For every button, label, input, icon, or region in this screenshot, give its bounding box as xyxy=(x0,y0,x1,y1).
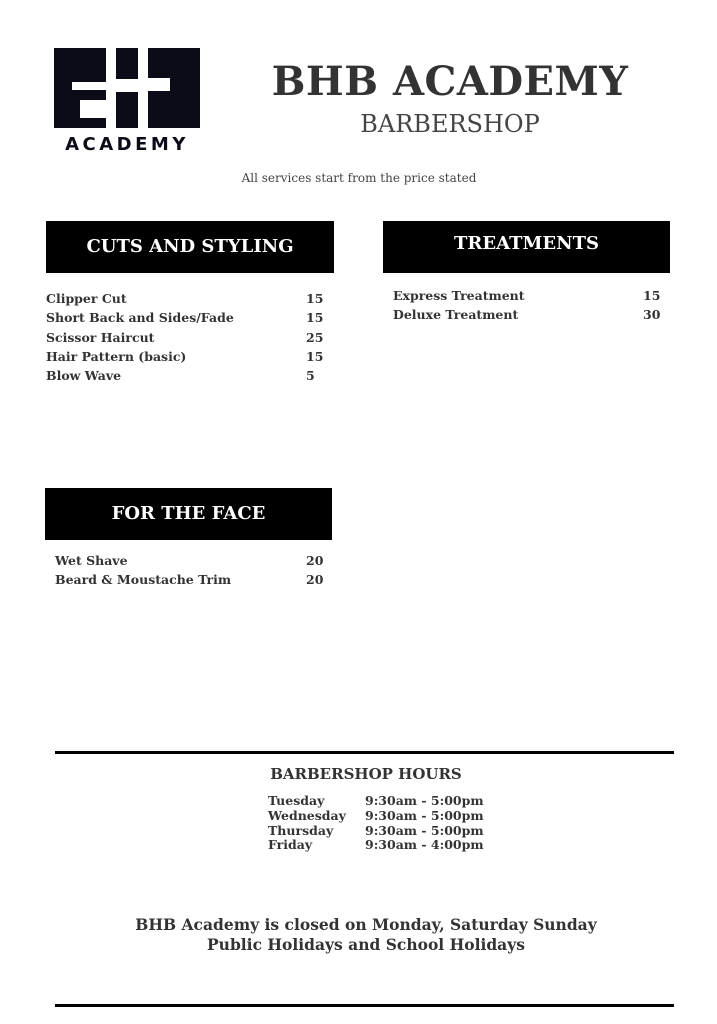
service-name: Short Back and Sides/Fade xyxy=(46,310,234,326)
list-item xyxy=(46,289,336,308)
service-price: 15 xyxy=(643,288,661,303)
hours-day: Thursday xyxy=(268,822,334,838)
bhb-logo-mark xyxy=(54,48,200,128)
hours-row xyxy=(268,809,488,824)
service-name: Express Treatment xyxy=(393,288,525,303)
page-title: BHB ACADEMY xyxy=(271,58,629,105)
hours-row xyxy=(268,794,488,809)
service-price: 15 xyxy=(306,291,324,306)
treatments-price-list xyxy=(393,286,673,325)
service-price: 15 xyxy=(306,348,324,364)
section-header-treatments: TREATMENTS xyxy=(383,221,670,273)
section-header-face: FOR THE FACE xyxy=(45,488,332,540)
hours-row xyxy=(268,838,488,853)
logo-wordmark: ACADEMY xyxy=(65,134,189,155)
service-price: 30 xyxy=(643,307,661,323)
service-name: Beard & Moustache Trim xyxy=(55,572,232,588)
list-item xyxy=(46,366,336,385)
service-price: 20 xyxy=(306,553,324,568)
service-price: 15 xyxy=(306,310,324,326)
section-header-cuts: CUTS AND STYLING xyxy=(46,221,334,273)
list-item xyxy=(46,328,336,347)
service-price: 20 xyxy=(306,572,324,588)
hours-list xyxy=(268,794,488,853)
list-item xyxy=(46,347,336,366)
divider-bottom xyxy=(55,1004,674,1007)
list-item xyxy=(393,286,673,305)
hours-title: BARBERSHOP HOURS xyxy=(270,765,462,783)
service-price: 25 xyxy=(306,329,324,345)
hours-time: 9:30am - 5:00pm xyxy=(365,807,484,823)
hours-time: 9:30am - 5:00pm xyxy=(365,793,484,808)
hours-row xyxy=(268,824,488,839)
hours-day: Tuesday xyxy=(268,793,325,808)
price-note: All services start from the price stated xyxy=(241,171,477,185)
service-name: Wet Shave xyxy=(55,553,128,568)
academy-logo xyxy=(54,48,200,158)
list-item xyxy=(55,570,335,589)
face-price-list xyxy=(55,551,335,590)
hours-day: Wednesday xyxy=(268,807,346,823)
service-price: 5 xyxy=(306,368,315,384)
closed-notice xyxy=(100,915,632,955)
page-subtitle: BARBERSHOP xyxy=(360,110,540,138)
divider-top xyxy=(55,751,674,754)
hours-time: 9:30am - 5:00pm xyxy=(365,822,484,838)
service-name: Clipper Cut xyxy=(46,291,127,306)
list-item xyxy=(393,305,673,324)
service-name: Blow Wave xyxy=(46,368,122,384)
hours-time: 9:30am - 4:00pm xyxy=(365,837,484,853)
service-name: Deluxe Treatment xyxy=(393,307,519,323)
service-name: Hair Pattern (basic) xyxy=(46,348,187,364)
closed-notice-line-2: Public Holidays and School Holidays xyxy=(207,935,525,954)
cuts-price-list xyxy=(46,289,336,385)
list-item xyxy=(46,308,336,327)
hours-day: Friday xyxy=(268,837,313,853)
service-name: Scissor Haircut xyxy=(46,329,155,345)
list-item xyxy=(55,551,335,570)
closed-notice-line-1: BHB Academy is closed on Monday, Saturday Sunday xyxy=(135,915,597,934)
